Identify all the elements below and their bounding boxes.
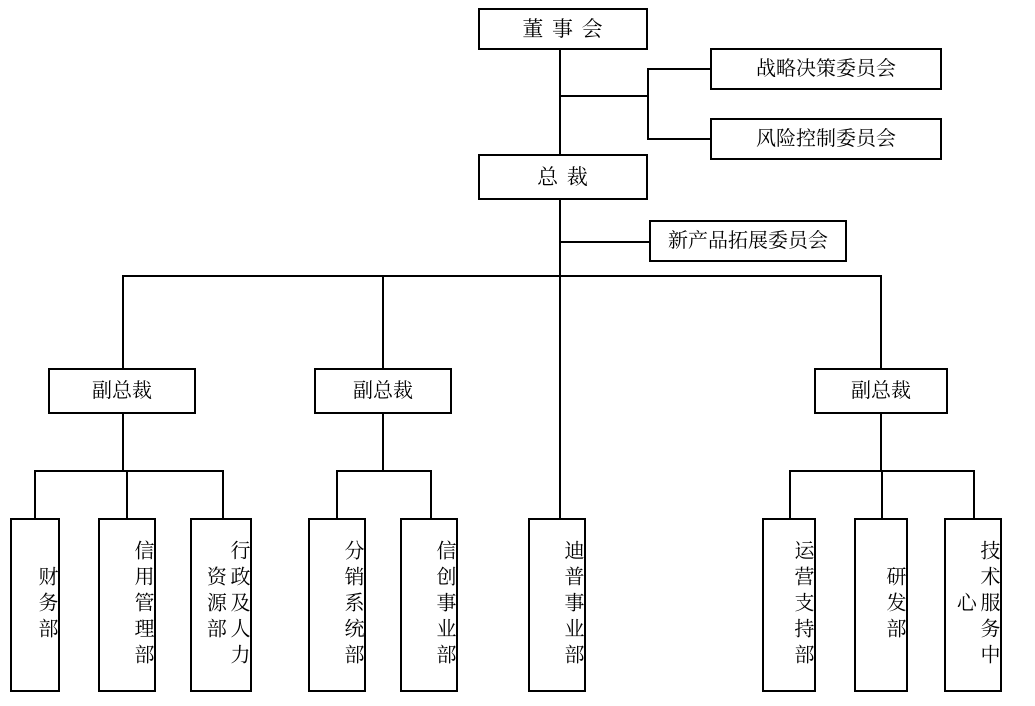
connector-strategy-committee <box>647 68 712 70</box>
node-admin-hr-dept[interactable]: 行政及人力资源部 <box>190 518 252 692</box>
node-credit-mgmt-dept[interactable]: 信用管理部 <box>98 518 156 692</box>
node-vp1[interactable]: 副总裁 <box>48 368 196 414</box>
node-vp2[interactable]: 副总裁 <box>314 368 452 414</box>
node-new-product-committee[interactable]: 新产品拓展委员会 <box>649 220 847 262</box>
connector-techservice-drop <box>973 470 975 518</box>
connector-distribution-drop <box>336 470 338 518</box>
node-ops-support-dept[interactable]: 运营支持部 <box>762 518 816 692</box>
node-finance-dept[interactable]: 财务部 <box>10 518 60 692</box>
connector-adminhr-drop <box>222 470 224 518</box>
node-president[interactable]: 总 裁 <box>478 154 648 200</box>
node-vp3[interactable]: 副总裁 <box>814 368 948 414</box>
connector-vp3-down <box>880 414 882 472</box>
connector-credit-drop <box>126 470 128 518</box>
connector-finance-drop <box>34 470 36 518</box>
node-risk-committee[interactable]: 风险控制委员会 <box>710 118 942 160</box>
node-distribution-sys-dept[interactable]: 分销系统部 <box>308 518 366 692</box>
connector-vp-bus <box>122 275 882 277</box>
connector-vp1-drop <box>122 275 124 368</box>
connector-rd-drop <box>881 470 883 518</box>
node-strategy-committee[interactable]: 战略决策委员会 <box>710 48 942 90</box>
connector-vp2-down <box>382 414 384 472</box>
connector-risk-committee <box>647 138 712 140</box>
node-tech-service-center[interactable]: 技术服务中心 <box>944 518 1002 692</box>
node-rd-dept[interactable]: 研发部 <box>854 518 908 692</box>
node-xinchuang-division[interactable]: 信创事业部 <box>400 518 458 692</box>
node-board[interactable]: 董 事 会 <box>478 8 648 50</box>
connector-board-committees <box>559 95 649 97</box>
connector-vp2-bus <box>336 470 432 472</box>
connector-vp1-down <box>122 414 124 472</box>
connector-vp3-drop <box>880 275 882 368</box>
node-dipu-division[interactable]: 迪普事业部 <box>528 518 586 692</box>
connector-committee-bus <box>647 68 649 138</box>
connector-ops-drop <box>789 470 791 518</box>
connector-xinchuang-drop <box>430 470 432 518</box>
connector-vp1-bus <box>34 470 224 472</box>
connector-vp2-drop <box>382 275 384 368</box>
connector-president-down <box>559 200 561 540</box>
connector-president-newproduct <box>559 241 651 243</box>
